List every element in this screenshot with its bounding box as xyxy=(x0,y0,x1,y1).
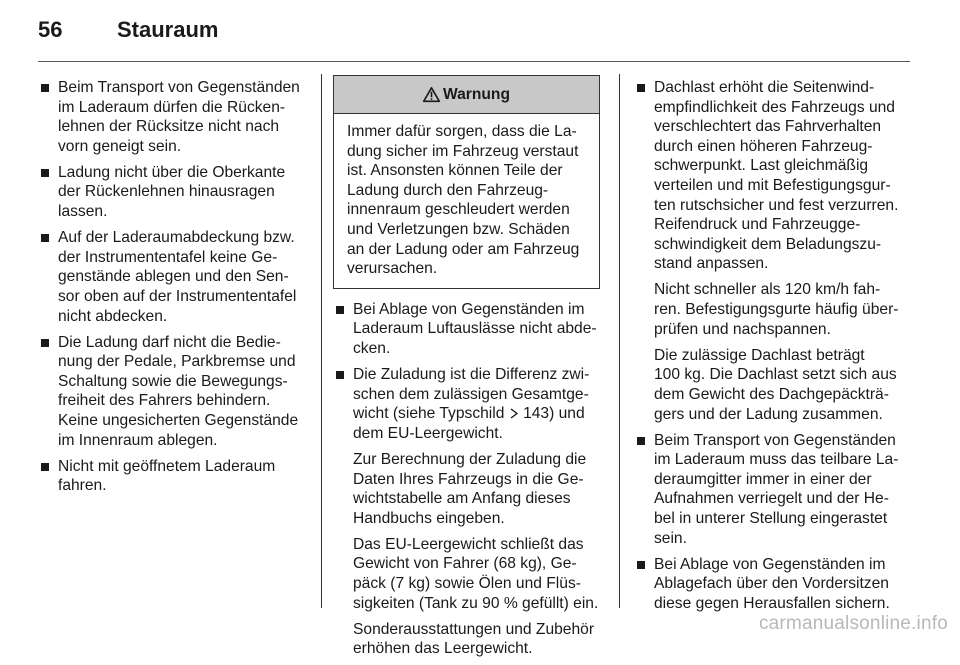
column-middle xyxy=(333,75,611,665)
bullet-square-icon xyxy=(637,84,645,92)
list-item-paragraph: Zur Berechnung der Zuladung die Daten Ihres Fahrzeugs in die Ge- wichtstabelle am Anfang dieses Handbuchs eingeben. xyxy=(353,450,587,527)
warning-body: Immer dafür sorgen, dass die La- dung sicher im Fahrzeug verstaut ist. Ansonsten können Teile der Ladung durch den Fahrzeug- innenraum geschleudert werden und Verletzungen bzw. Schäden an der Ladung oder am Fahrzeug verursachen. xyxy=(347,123,580,278)
list-item-text: Bei Ablage von Gegenständen im Ablagefach über den Vordersitzen diese gegen Herausfallen sichern. xyxy=(654,555,890,612)
column-divider xyxy=(619,74,620,608)
list-item xyxy=(38,457,310,496)
bullet-square-icon xyxy=(336,371,344,379)
bullet-square-icon xyxy=(637,437,645,445)
list-item-text-part: Die Zuladung ist die Differenz zwi- schen dem zulässigen Gesamtge- wicht (siehe Typschild xyxy=(353,366,590,423)
page-reference-arrow-icon xyxy=(509,405,519,422)
list-item-text: Ladung nicht über die Oberkante der Rückenlehnen hinausragen lassen. xyxy=(58,163,286,221)
list-item-text: Dachlast erhöht die Seitenwind- empfindlichkeit des Fahrzeugs und verschlechtert das Fahrverhalten durch einen höheren Fahrzeug- schwerpunkt. Last gleichmäßig verteilen und mit Befestigungsgur- ten rutschsicher und fest verzurren. Reifendruck und Fahrzeugge- schwindigkeit dem Beladungszu- stand anpassen. xyxy=(654,79,899,273)
list-item xyxy=(38,163,310,222)
warning-box xyxy=(333,75,600,289)
bullet-list xyxy=(38,78,310,496)
list-item-text: Beim Transport von Gegenständen im Laderaum dürfen die Rücken- lehnen der Rücksitze nicht nach vorn geneigt sein. xyxy=(58,79,300,155)
bullet-square-icon xyxy=(41,169,49,177)
column-right xyxy=(634,78,910,620)
list-item-text-part: ) und dem EU-Leergewicht. xyxy=(353,405,585,442)
bullet-square-icon xyxy=(41,463,49,471)
list-item-text xyxy=(353,365,611,443)
bullet-list xyxy=(333,300,611,659)
column-left xyxy=(38,78,310,502)
warning-header xyxy=(334,76,599,114)
list-item-text: Nicht mit geöffnetem Laderaum fahren. xyxy=(58,457,276,495)
list-item xyxy=(634,431,910,549)
list-item xyxy=(634,78,910,424)
bullet-square-icon xyxy=(637,561,645,569)
header-rule xyxy=(38,61,910,62)
list-item-paragraph: Die zulässige Dachlast beträgt 100 kg. Die Dachlast setzt sich aus dem Gewicht des Dachgepäckträ- gers und der Ladung zusammen. xyxy=(654,346,897,423)
bullet-square-icon xyxy=(41,84,49,92)
list-item-text: Beim Transport von Gegenständen im Laderaum muss das teilbare La- deraumgitter immer in einer der Aufnahmen verriegelt und der He- bel in unterer Stellung eingerastet sein. xyxy=(654,431,899,547)
warning-triangle-icon xyxy=(423,87,440,102)
list-item-paragraph: Das EU-Leergewicht schließt das Gewicht von Fahrer (68 kg), Ge- päck (7 kg) sowie Ölen und Flüs- sigkeiten (Tank zu 90 % gefüllt) ein. xyxy=(353,535,599,612)
list-item-text: Bei Ablage von Gegenständen im Laderaum Luftauslässe nicht abde- cken. xyxy=(353,300,597,357)
page-number: 56 xyxy=(38,17,63,42)
list-item xyxy=(38,333,310,451)
bullet-square-icon xyxy=(41,234,49,242)
bullet-square-icon xyxy=(336,306,344,314)
watermark: carmanualsonline.info xyxy=(758,613,948,634)
list-item-paragraph: Nicht schneller als 120 km/h fah- ren. Befestigungsgurte häufig über- prüfen und nachspannen. xyxy=(654,281,899,338)
list-item-text: Die Ladung darf nicht die Bedie- nung der Pedale, Parkbremse und Schaltung sowie die Bewegungs- freiheit des Fahrers behindern. Keine ungesicherten Gegenstände im Innenraum ablegen. xyxy=(58,333,299,449)
list-item-text: Auf der Laderaumabdeckung bzw. der Instrumententafel keine Ge- genstände ablegen und den Sen- sor oben auf der Instrumententafel nicht abdecken. xyxy=(58,229,297,325)
bullet-square-icon xyxy=(41,339,49,347)
column-divider xyxy=(321,74,322,608)
page-title: Stauraum xyxy=(117,17,219,42)
list-item-paragraph: Sonderausstattungen und Zubehör erhöhen das Leergewicht. xyxy=(353,620,595,658)
list-item xyxy=(38,78,310,156)
list-item xyxy=(333,365,611,659)
list-item xyxy=(38,228,310,326)
warning-title: Warnung xyxy=(443,85,510,103)
page-reference-link[interactable]: 143 xyxy=(523,405,550,423)
list-item xyxy=(634,555,910,614)
bullet-list xyxy=(634,78,910,613)
list-item xyxy=(333,300,611,359)
